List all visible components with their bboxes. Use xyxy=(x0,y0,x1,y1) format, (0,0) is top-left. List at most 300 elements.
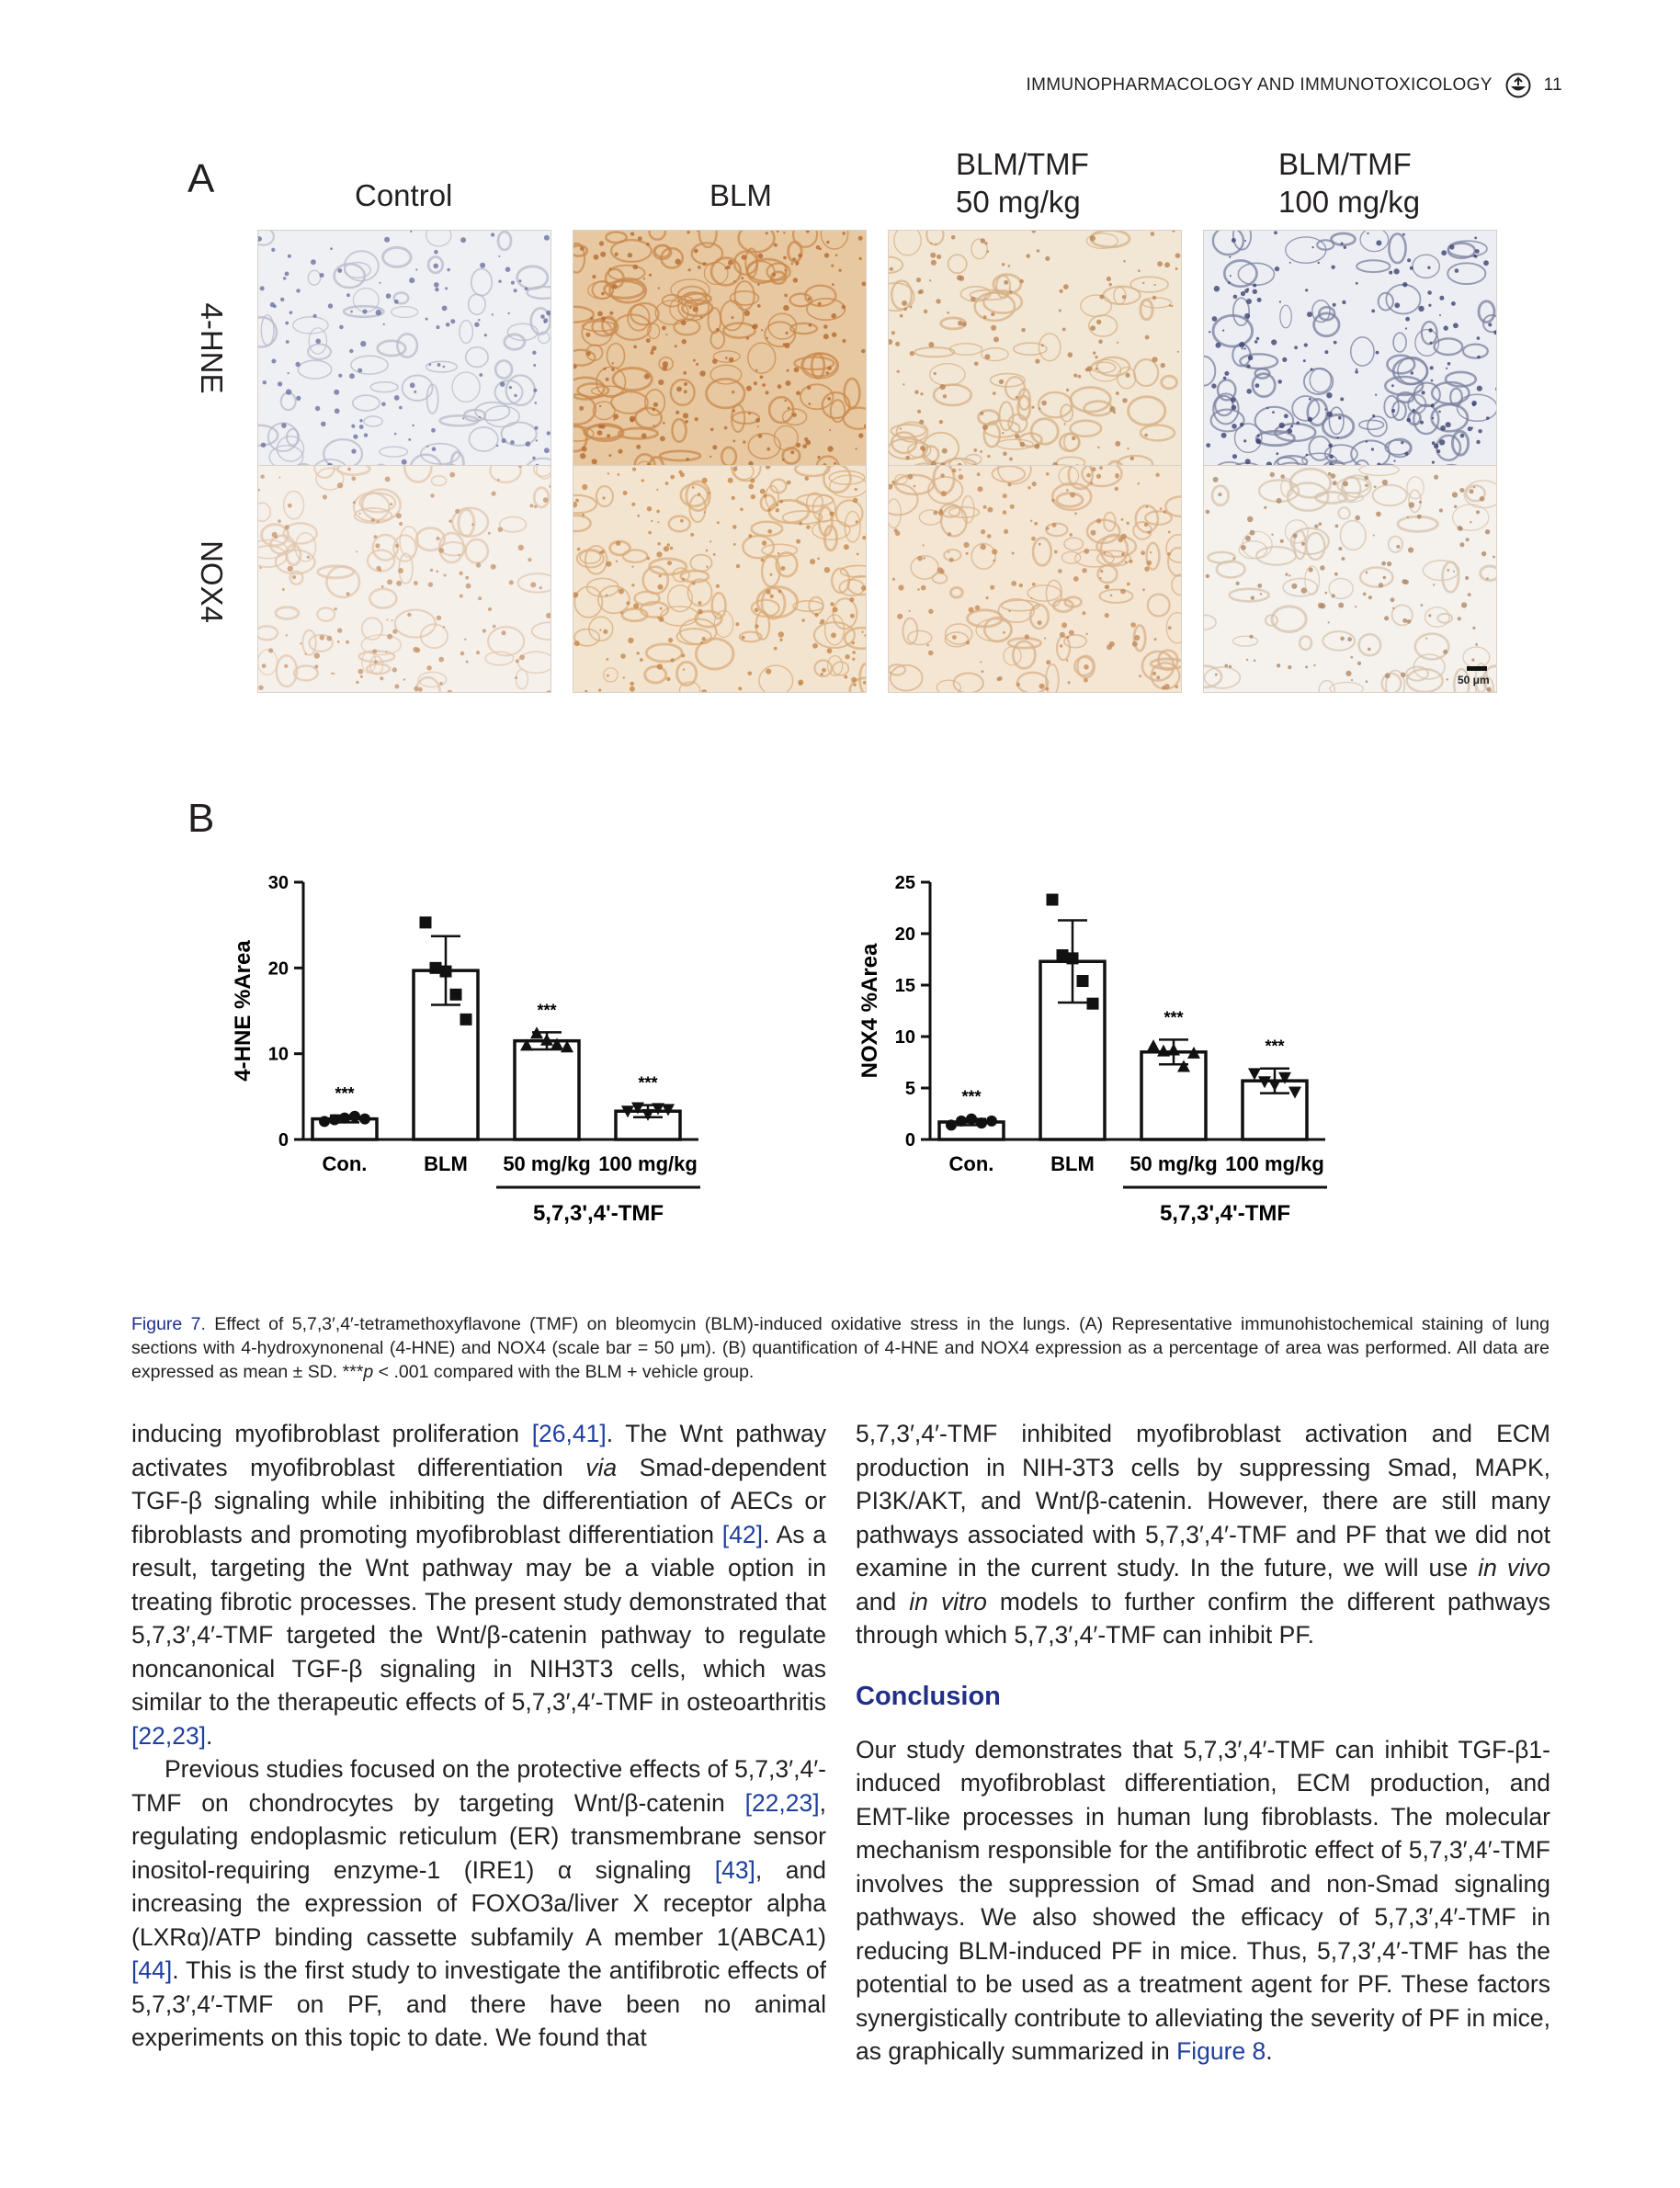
stained-nucleus xyxy=(786,332,789,334)
stained-nucleus xyxy=(455,509,460,514)
data-point xyxy=(420,916,432,928)
stained-nucleus xyxy=(315,406,320,411)
stained-nucleus xyxy=(851,677,857,683)
stained-nucleus xyxy=(646,338,651,343)
stained-nucleus xyxy=(353,501,356,504)
stained-nucleus xyxy=(824,567,830,573)
stained-nucleus xyxy=(464,639,466,641)
stained-nucleus xyxy=(863,681,867,685)
stained-nucleus xyxy=(1084,678,1088,683)
stained-nucleus xyxy=(647,506,652,511)
stained-nucleus xyxy=(1274,231,1277,234)
significance-label: *** xyxy=(335,1083,355,1103)
stained-nucleus xyxy=(1096,518,1101,523)
stained-nucleus xyxy=(681,321,687,326)
stained-nucleus xyxy=(897,370,900,373)
stained-nucleus xyxy=(1003,493,1007,498)
stained-nucleus xyxy=(951,235,956,240)
stained-nucleus xyxy=(573,592,578,597)
stained-nucleus xyxy=(1294,346,1298,349)
stained-nucleus xyxy=(923,448,925,451)
stained-nucleus xyxy=(665,482,669,485)
stained-nucleus xyxy=(533,389,537,392)
stained-nucleus xyxy=(288,372,289,374)
stained-nucleus xyxy=(351,476,356,481)
stained-nucleus xyxy=(402,459,407,465)
stained-nucleus xyxy=(658,287,660,289)
stained-nucleus xyxy=(806,440,812,446)
stained-nucleus xyxy=(853,684,856,686)
stained-nucleus xyxy=(844,544,849,550)
stained-nucleus xyxy=(663,422,665,425)
stained-nucleus xyxy=(1284,414,1288,418)
stained-nucleus xyxy=(500,381,505,387)
stained-nucleus xyxy=(360,341,366,346)
stained-nucleus xyxy=(892,578,895,581)
stained-nucleus xyxy=(930,253,936,258)
stained-nucleus xyxy=(778,384,782,389)
stained-nucleus xyxy=(1213,477,1219,482)
data-point xyxy=(359,1114,370,1125)
stained-nucleus xyxy=(856,448,857,449)
stained-nucleus xyxy=(688,268,691,271)
stained-nucleus xyxy=(743,441,745,444)
stained-nucleus xyxy=(474,323,479,327)
stained-nucleus xyxy=(930,243,932,244)
citation-link[interactable]: [42] xyxy=(721,1520,763,1548)
stained-nucleus xyxy=(1433,584,1435,585)
stained-nucleus xyxy=(351,448,356,453)
stained-nucleus xyxy=(957,275,962,280)
stained-nucleus xyxy=(358,368,362,373)
stained-nucleus xyxy=(796,264,798,266)
stained-nucleus xyxy=(519,654,525,660)
stained-nucleus xyxy=(858,236,863,241)
stained-nucleus xyxy=(1459,527,1463,531)
stained-nucleus xyxy=(1142,588,1145,591)
stained-nucleus xyxy=(601,550,605,554)
stained-nucleus xyxy=(900,314,903,318)
stained-nucleus xyxy=(659,617,664,622)
stained-nucleus xyxy=(1328,444,1333,448)
stained-nucleus xyxy=(1030,520,1032,522)
stained-nucleus xyxy=(910,306,913,309)
citation-link[interactable]: [43] xyxy=(714,1855,755,1884)
stained-nucleus xyxy=(1328,621,1330,623)
stained-nucleus xyxy=(792,413,797,417)
stained-nucleus xyxy=(1132,641,1138,647)
stained-nucleus xyxy=(398,568,403,573)
stained-nucleus xyxy=(716,584,720,588)
stained-nucleus xyxy=(491,232,494,236)
stained-nucleus xyxy=(630,682,634,686)
y-axis-label: 4-HNE %Area xyxy=(231,940,255,1082)
stained-nucleus xyxy=(1142,282,1144,284)
stained-nucleus xyxy=(623,676,625,678)
stained-nucleus xyxy=(283,277,286,279)
stained-nucleus xyxy=(831,632,836,638)
stained-nucleus xyxy=(1066,659,1068,661)
stained-nucleus xyxy=(376,310,381,315)
stained-nucleus xyxy=(1241,545,1246,550)
stained-nucleus xyxy=(1402,282,1407,287)
stained-nucleus xyxy=(824,253,829,257)
stained-nucleus xyxy=(465,576,469,580)
stained-nucleus xyxy=(359,513,361,515)
stained-nucleus xyxy=(493,625,496,629)
stained-nucleus xyxy=(742,277,744,279)
citation-link[interactable]: Figure 8 xyxy=(1176,2037,1266,2065)
stained-nucleus xyxy=(1288,428,1292,433)
y-tick-label: 20 xyxy=(267,958,289,980)
stained-nucleus xyxy=(1355,370,1358,374)
stained-nucleus xyxy=(991,312,994,316)
stained-nucleus xyxy=(697,231,698,232)
stained-nucleus xyxy=(379,569,381,572)
stained-nucleus xyxy=(1333,481,1337,485)
stained-nucleus xyxy=(598,689,601,692)
stained-nucleus xyxy=(1245,459,1251,464)
stained-nucleus xyxy=(1411,371,1413,374)
stained-nucleus xyxy=(396,513,402,518)
stained-nucleus xyxy=(728,260,733,266)
text-run: Our study demonstrates that 5,7,3′,4′-TMF can inhibit TGF-β1-induced myofibroblast differentiation, ECM production, and EMT-like processes in human lung fibroblasts. The molecular mechanism responsible for the antifibrotic effect of 5,7,3′,4′-TMF involves the suppression of Smad and non-Smad signaling pathways. We also showed the efficacy of 5,7,3′,4′-TMF in reducing BLM-induced PF in mice. Thus, 5,7,3′,4′-TMF has the potential to be used as a treatment agent for PF. These factors synergistically contribute to alleviating the severity of PF in mice, as graphically summarized in xyxy=(856,1735,1550,2065)
stained-nucleus xyxy=(488,532,491,535)
stained-nucleus xyxy=(1082,611,1085,615)
stained-nucleus xyxy=(1371,448,1374,450)
stained-nucleus xyxy=(1483,260,1489,266)
stained-nucleus xyxy=(941,491,947,496)
citation-link[interactable]: [44] xyxy=(131,1956,173,1984)
stained-nucleus xyxy=(1432,441,1436,445)
stained-nucleus xyxy=(924,310,927,313)
stained-nucleus xyxy=(758,434,763,438)
stained-nucleus xyxy=(286,389,291,394)
stained-nucleus xyxy=(748,413,751,415)
y-tick-label: 10 xyxy=(894,1027,915,1048)
micrograph-nox4-control xyxy=(257,465,551,693)
stained-nucleus xyxy=(337,268,342,273)
stained-nucleus xyxy=(805,477,810,482)
stained-nucleus xyxy=(271,248,275,252)
stained-nucleus xyxy=(491,564,496,570)
stained-nucleus xyxy=(1069,533,1073,537)
stained-nucleus xyxy=(980,412,983,415)
stained-nucleus xyxy=(761,329,763,331)
stained-nucleus xyxy=(1161,363,1165,368)
stained-nucleus xyxy=(1407,619,1412,624)
stained-nucleus xyxy=(632,468,636,471)
stained-nucleus xyxy=(620,612,623,615)
stained-nucleus xyxy=(580,246,584,250)
stained-nucleus xyxy=(1060,289,1063,293)
stained-nucleus xyxy=(1255,383,1260,388)
stained-nucleus xyxy=(426,446,428,448)
stained-nucleus xyxy=(637,515,640,517)
text-run: Smad-dependent TGF-β signaling while inhibiting the differentiation of AECs or fibroblasts and promoting myofibroblast differentiation xyxy=(131,1453,826,1548)
stained-nucleus xyxy=(1100,570,1103,573)
data-point xyxy=(1077,975,1089,987)
stained-nucleus xyxy=(784,294,788,298)
stained-nucleus xyxy=(623,491,628,495)
stained-nucleus xyxy=(1331,473,1336,479)
stained-nucleus xyxy=(1233,558,1235,560)
stained-nucleus xyxy=(1068,681,1071,684)
stained-nucleus xyxy=(1034,522,1038,526)
stained-nucleus xyxy=(831,313,836,319)
stained-nucleus xyxy=(1248,356,1254,361)
stained-nucleus xyxy=(833,607,838,613)
data-point xyxy=(986,1116,997,1127)
stained-nucleus xyxy=(1282,357,1287,362)
stained-nucleus xyxy=(646,243,650,246)
stained-nucleus xyxy=(818,302,822,306)
stained-nucleus xyxy=(1477,356,1481,359)
stained-nucleus xyxy=(849,597,854,602)
stained-nucleus xyxy=(1486,577,1489,580)
stained-nucleus xyxy=(1440,425,1446,431)
stained-nucleus xyxy=(698,601,701,605)
stained-nucleus xyxy=(280,298,284,301)
stained-nucleus xyxy=(1154,284,1156,286)
stained-nucleus xyxy=(1387,561,1391,566)
stained-nucleus xyxy=(273,304,277,308)
stained-nucleus xyxy=(986,596,989,599)
stained-nucleus xyxy=(1020,442,1026,448)
stained-nucleus xyxy=(652,408,655,412)
stained-nucleus xyxy=(826,371,829,374)
stained-nucleus xyxy=(651,351,654,355)
stained-nucleus xyxy=(1277,498,1282,504)
stained-nucleus xyxy=(314,652,320,658)
stained-nucleus xyxy=(861,585,867,591)
stained-nucleus xyxy=(525,288,528,291)
stained-nucleus xyxy=(1288,665,1291,669)
stained-nucleus xyxy=(1084,664,1089,670)
stained-nucleus xyxy=(1156,675,1160,679)
stained-nucleus xyxy=(662,366,667,371)
stained-nucleus xyxy=(984,242,987,244)
stained-nucleus xyxy=(1046,527,1050,530)
micrograph-nox4-tmf100 xyxy=(1203,465,1497,693)
stained-nucleus xyxy=(579,406,584,411)
stained-nucleus xyxy=(606,594,608,596)
stained-nucleus xyxy=(272,532,278,538)
stained-nucleus xyxy=(1318,603,1323,608)
stained-nucleus xyxy=(1444,325,1448,330)
stained-nucleus xyxy=(784,269,786,271)
stained-nucleus xyxy=(1095,356,1097,358)
stained-nucleus xyxy=(1391,409,1395,413)
stained-nucleus xyxy=(630,686,635,692)
stained-nucleus xyxy=(660,607,663,610)
stained-nucleus xyxy=(910,351,914,356)
stained-nucleus xyxy=(755,624,758,628)
stained-nucleus xyxy=(1016,683,1020,686)
stained-nucleus xyxy=(516,659,519,663)
stained-nucleus xyxy=(1232,238,1236,243)
stained-nucleus xyxy=(412,425,414,426)
stained-nucleus xyxy=(326,636,332,641)
stained-nucleus xyxy=(827,446,833,451)
stained-nucleus xyxy=(575,499,579,503)
stained-nucleus xyxy=(692,486,695,489)
stained-nucleus xyxy=(437,571,439,573)
stained-nucleus xyxy=(1138,482,1140,484)
stained-nucleus xyxy=(1012,552,1015,555)
stained-nucleus xyxy=(1472,402,1476,406)
stained-nucleus xyxy=(462,418,464,420)
stained-nucleus xyxy=(1474,237,1477,240)
stained-nucleus xyxy=(1364,476,1368,481)
stained-nucleus xyxy=(890,267,893,271)
stained-nucleus xyxy=(670,547,674,550)
stained-nucleus xyxy=(1004,280,1008,285)
stained-nucleus xyxy=(334,390,339,395)
stained-nucleus xyxy=(407,613,411,617)
citation-link[interactable]: [22,23] xyxy=(744,1788,820,1817)
stained-nucleus xyxy=(1127,583,1130,586)
stained-nucleus xyxy=(385,477,391,482)
citation-link[interactable]: [26,41] xyxy=(531,1420,607,1447)
stained-nucleus xyxy=(1093,351,1095,354)
significance-label: *** xyxy=(961,1087,982,1106)
stained-nucleus xyxy=(1355,606,1356,607)
data-point xyxy=(976,1117,987,1128)
stained-nucleus xyxy=(1355,516,1360,521)
stained-nucleus xyxy=(952,635,957,640)
stained-nucleus xyxy=(776,508,779,512)
stained-nucleus xyxy=(496,445,498,447)
stained-nucleus xyxy=(987,507,993,513)
stained-nucleus xyxy=(788,407,790,410)
stained-nucleus xyxy=(766,232,768,234)
stained-nucleus xyxy=(794,368,800,373)
stained-nucleus xyxy=(409,278,414,283)
stained-nucleus xyxy=(288,255,291,258)
y-tick-label: 0 xyxy=(278,1130,289,1151)
y-tick-label: 0 xyxy=(904,1130,915,1151)
column-header-blm xyxy=(709,176,772,214)
stained-nucleus xyxy=(1372,414,1375,417)
stained-nucleus xyxy=(1314,525,1318,528)
stained-nucleus xyxy=(708,492,710,494)
stained-nucleus xyxy=(631,584,634,586)
stained-nucleus xyxy=(681,653,685,657)
stained-nucleus xyxy=(974,448,978,452)
stained-nucleus xyxy=(630,232,634,235)
stained-nucleus xyxy=(1260,593,1262,595)
stained-nucleus xyxy=(796,443,800,448)
right-paragraph-2 xyxy=(856,1733,1550,2069)
stained-nucleus xyxy=(1086,633,1088,635)
bar xyxy=(515,1041,579,1139)
stained-nucleus xyxy=(295,362,300,367)
stained-nucleus xyxy=(902,300,907,306)
stained-nucleus xyxy=(439,682,443,686)
stained-nucleus xyxy=(1305,665,1308,668)
stained-nucleus xyxy=(360,675,363,678)
stained-nucleus xyxy=(664,546,669,551)
stained-nucleus xyxy=(374,660,378,663)
stained-nucleus xyxy=(534,505,537,508)
stained-nucleus xyxy=(535,426,539,430)
stained-nucleus xyxy=(1453,571,1455,573)
stained-nucleus xyxy=(643,278,645,279)
stained-nucleus xyxy=(430,493,434,497)
stained-nucleus xyxy=(640,658,643,662)
stained-nucleus xyxy=(777,231,779,233)
stained-nucleus xyxy=(431,428,436,433)
data-point xyxy=(1067,952,1079,964)
stained-nucleus xyxy=(1401,441,1403,444)
stained-nucleus xyxy=(1271,339,1277,345)
data-point xyxy=(460,1014,472,1026)
data-point xyxy=(1167,1044,1180,1056)
stained-nucleus xyxy=(535,402,538,404)
stained-nucleus xyxy=(387,634,392,640)
stained-nucleus xyxy=(281,423,287,428)
stained-nucleus xyxy=(337,641,340,643)
stained-nucleus xyxy=(1405,327,1407,329)
stained-nucleus xyxy=(1341,243,1344,245)
stained-nucleus xyxy=(766,391,769,394)
stained-nucleus xyxy=(949,558,954,562)
stained-nucleus xyxy=(823,334,829,339)
data-point xyxy=(946,1119,957,1130)
stained-nucleus xyxy=(1376,351,1379,355)
stained-nucleus xyxy=(993,560,995,562)
stained-nucleus xyxy=(1391,597,1395,602)
stained-nucleus xyxy=(616,561,618,562)
stained-nucleus xyxy=(802,444,807,448)
stained-nucleus xyxy=(346,293,350,297)
stained-nucleus xyxy=(827,366,832,370)
stained-nucleus xyxy=(1271,534,1273,536)
stained-nucleus xyxy=(1004,529,1008,534)
stained-nucleus xyxy=(948,551,949,553)
stained-nucleus xyxy=(1031,537,1036,541)
stained-nucleus xyxy=(1320,565,1324,570)
stained-nucleus xyxy=(1062,328,1066,332)
y-tick-label: 5 xyxy=(904,1079,915,1099)
stained-nucleus xyxy=(1436,449,1440,453)
stained-nucleus xyxy=(1090,482,1093,484)
stained-nucleus xyxy=(300,642,301,644)
stained-nucleus xyxy=(754,381,757,385)
stained-nucleus xyxy=(844,675,847,679)
stained-nucleus xyxy=(1455,268,1459,273)
stained-nucleus xyxy=(1291,425,1293,427)
stained-nucleus xyxy=(859,257,862,260)
stained-nucleus xyxy=(685,420,688,424)
data-point xyxy=(339,1113,350,1124)
stained-nucleus xyxy=(1123,260,1126,263)
stained-nucleus xyxy=(1206,574,1209,578)
stained-nucleus xyxy=(511,281,515,285)
stained-nucleus xyxy=(1073,576,1079,582)
stained-nucleus xyxy=(458,554,460,556)
stained-nucleus xyxy=(601,292,605,296)
stained-nucleus xyxy=(1073,374,1077,378)
stained-nucleus xyxy=(1332,594,1335,597)
stained-nucleus xyxy=(1215,674,1218,676)
stained-nucleus xyxy=(1009,458,1013,461)
stained-nucleus xyxy=(675,411,679,414)
stained-nucleus xyxy=(460,595,463,598)
citation-link[interactable]: [22,23] xyxy=(131,1721,207,1750)
stained-nucleus xyxy=(394,433,397,436)
